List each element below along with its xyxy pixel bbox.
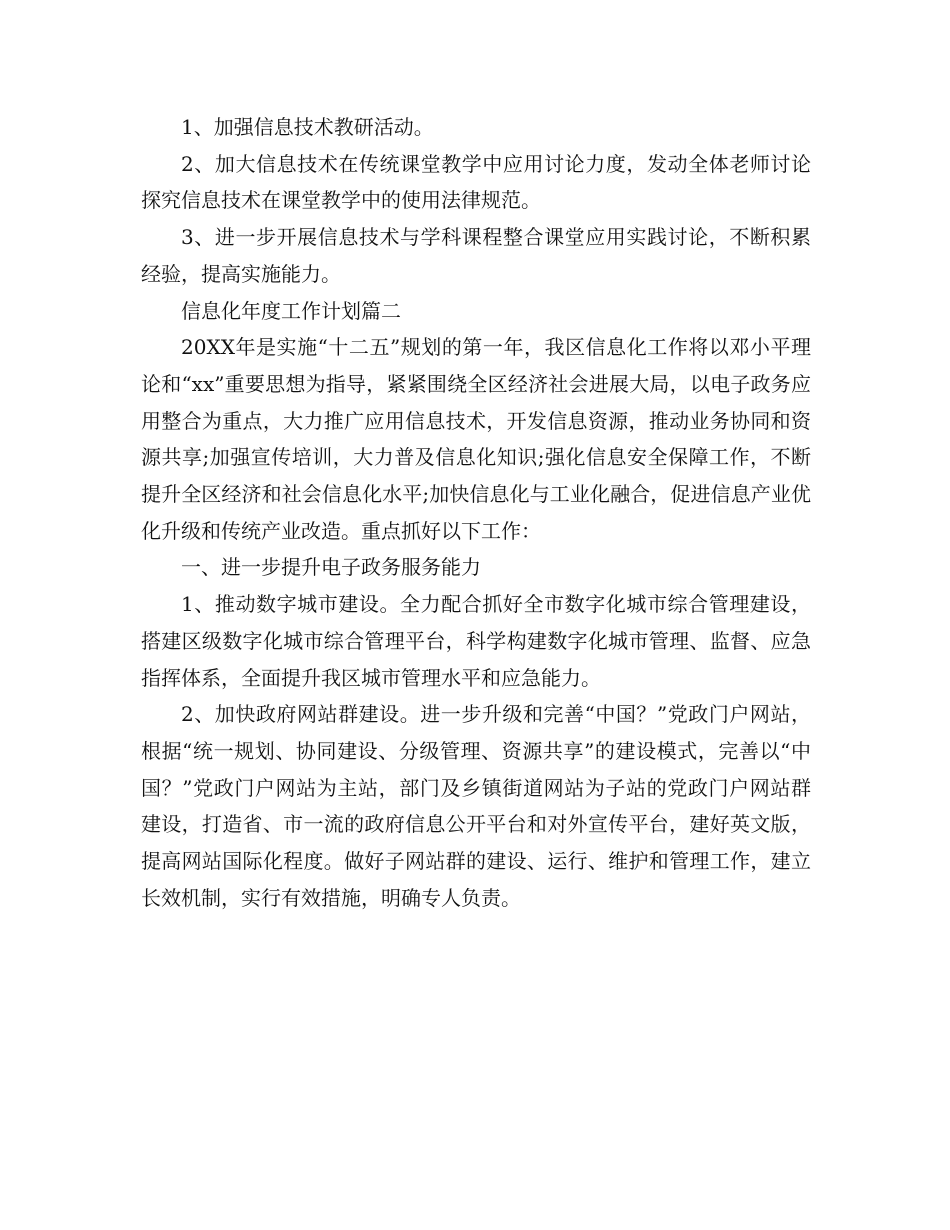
- paragraph-item-1: 1、加强信息技术教研活动。: [181, 115, 434, 139]
- section-heading-e-government: 一、进一步提升电子政务服务能力: [181, 555, 481, 580]
- section-heading-plan-part-two: 信息化年度工作计划篇二: [181, 298, 401, 323]
- document-body: [141, 109, 811, 916]
- paragraph-item-2: 2、加大信息技术在传统课堂教学中应用讨论力度，发动全体老师讨论探究信息技术在课堂教学中的使用法律规范。: [141, 151, 811, 213]
- intro-paragraph: 20XX年是实施“十二五”规划的第一年，我区信息化工作将以邓小平理论和“xx”重要思想为指导，紧紧围绕全区经济社会进展大局，以电子政务应用整合为重点，大力推广应用信息技术，开发信息资源，推动业务协同和资源共享;加强宣传培训，大力普及信息化知识;强化信息安全保障工作，不断提升全区经济和社会信息化水平;加快信息化与工业化融合，促进信息产业优化升级和传统产业改造。重点抓好以下工作：: [141, 335, 811, 543]
- paragraph-government-websites: 2、加快政府网站群建设。进一步升级和完善“中国？”党政门户网站，根据“统一规划、协同建设、分级管理、资源共享”的建设模式，完善以“中国？”党政门户网站为主站，部门及乡镇街道网站为子站的党政门户网站群建设，打造省、市一流的政府信息公开平台和对外宣传平台，建好英文版，提高网站国际化程度。做好子网站群的建设、运行、维护和管理工作，建立长效机制，实行有效措施，明确专人负责。: [141, 702, 811, 910]
- paragraph-item-3: 3、进一步开展信息技术与学科课程整合课堂应用实践讨论，不断积累经验，提高实施能力。: [141, 225, 811, 286]
- paragraph-digital-city: 1、推动数字城市建设。全力配合抓好全市数字化城市综合管理建设，搭建区级数字化城市综合管理平台，科学构建数字化城市管理、监督、应急指挥体系，全面提升我区城市管理水平和应急能力。: [141, 592, 811, 690]
